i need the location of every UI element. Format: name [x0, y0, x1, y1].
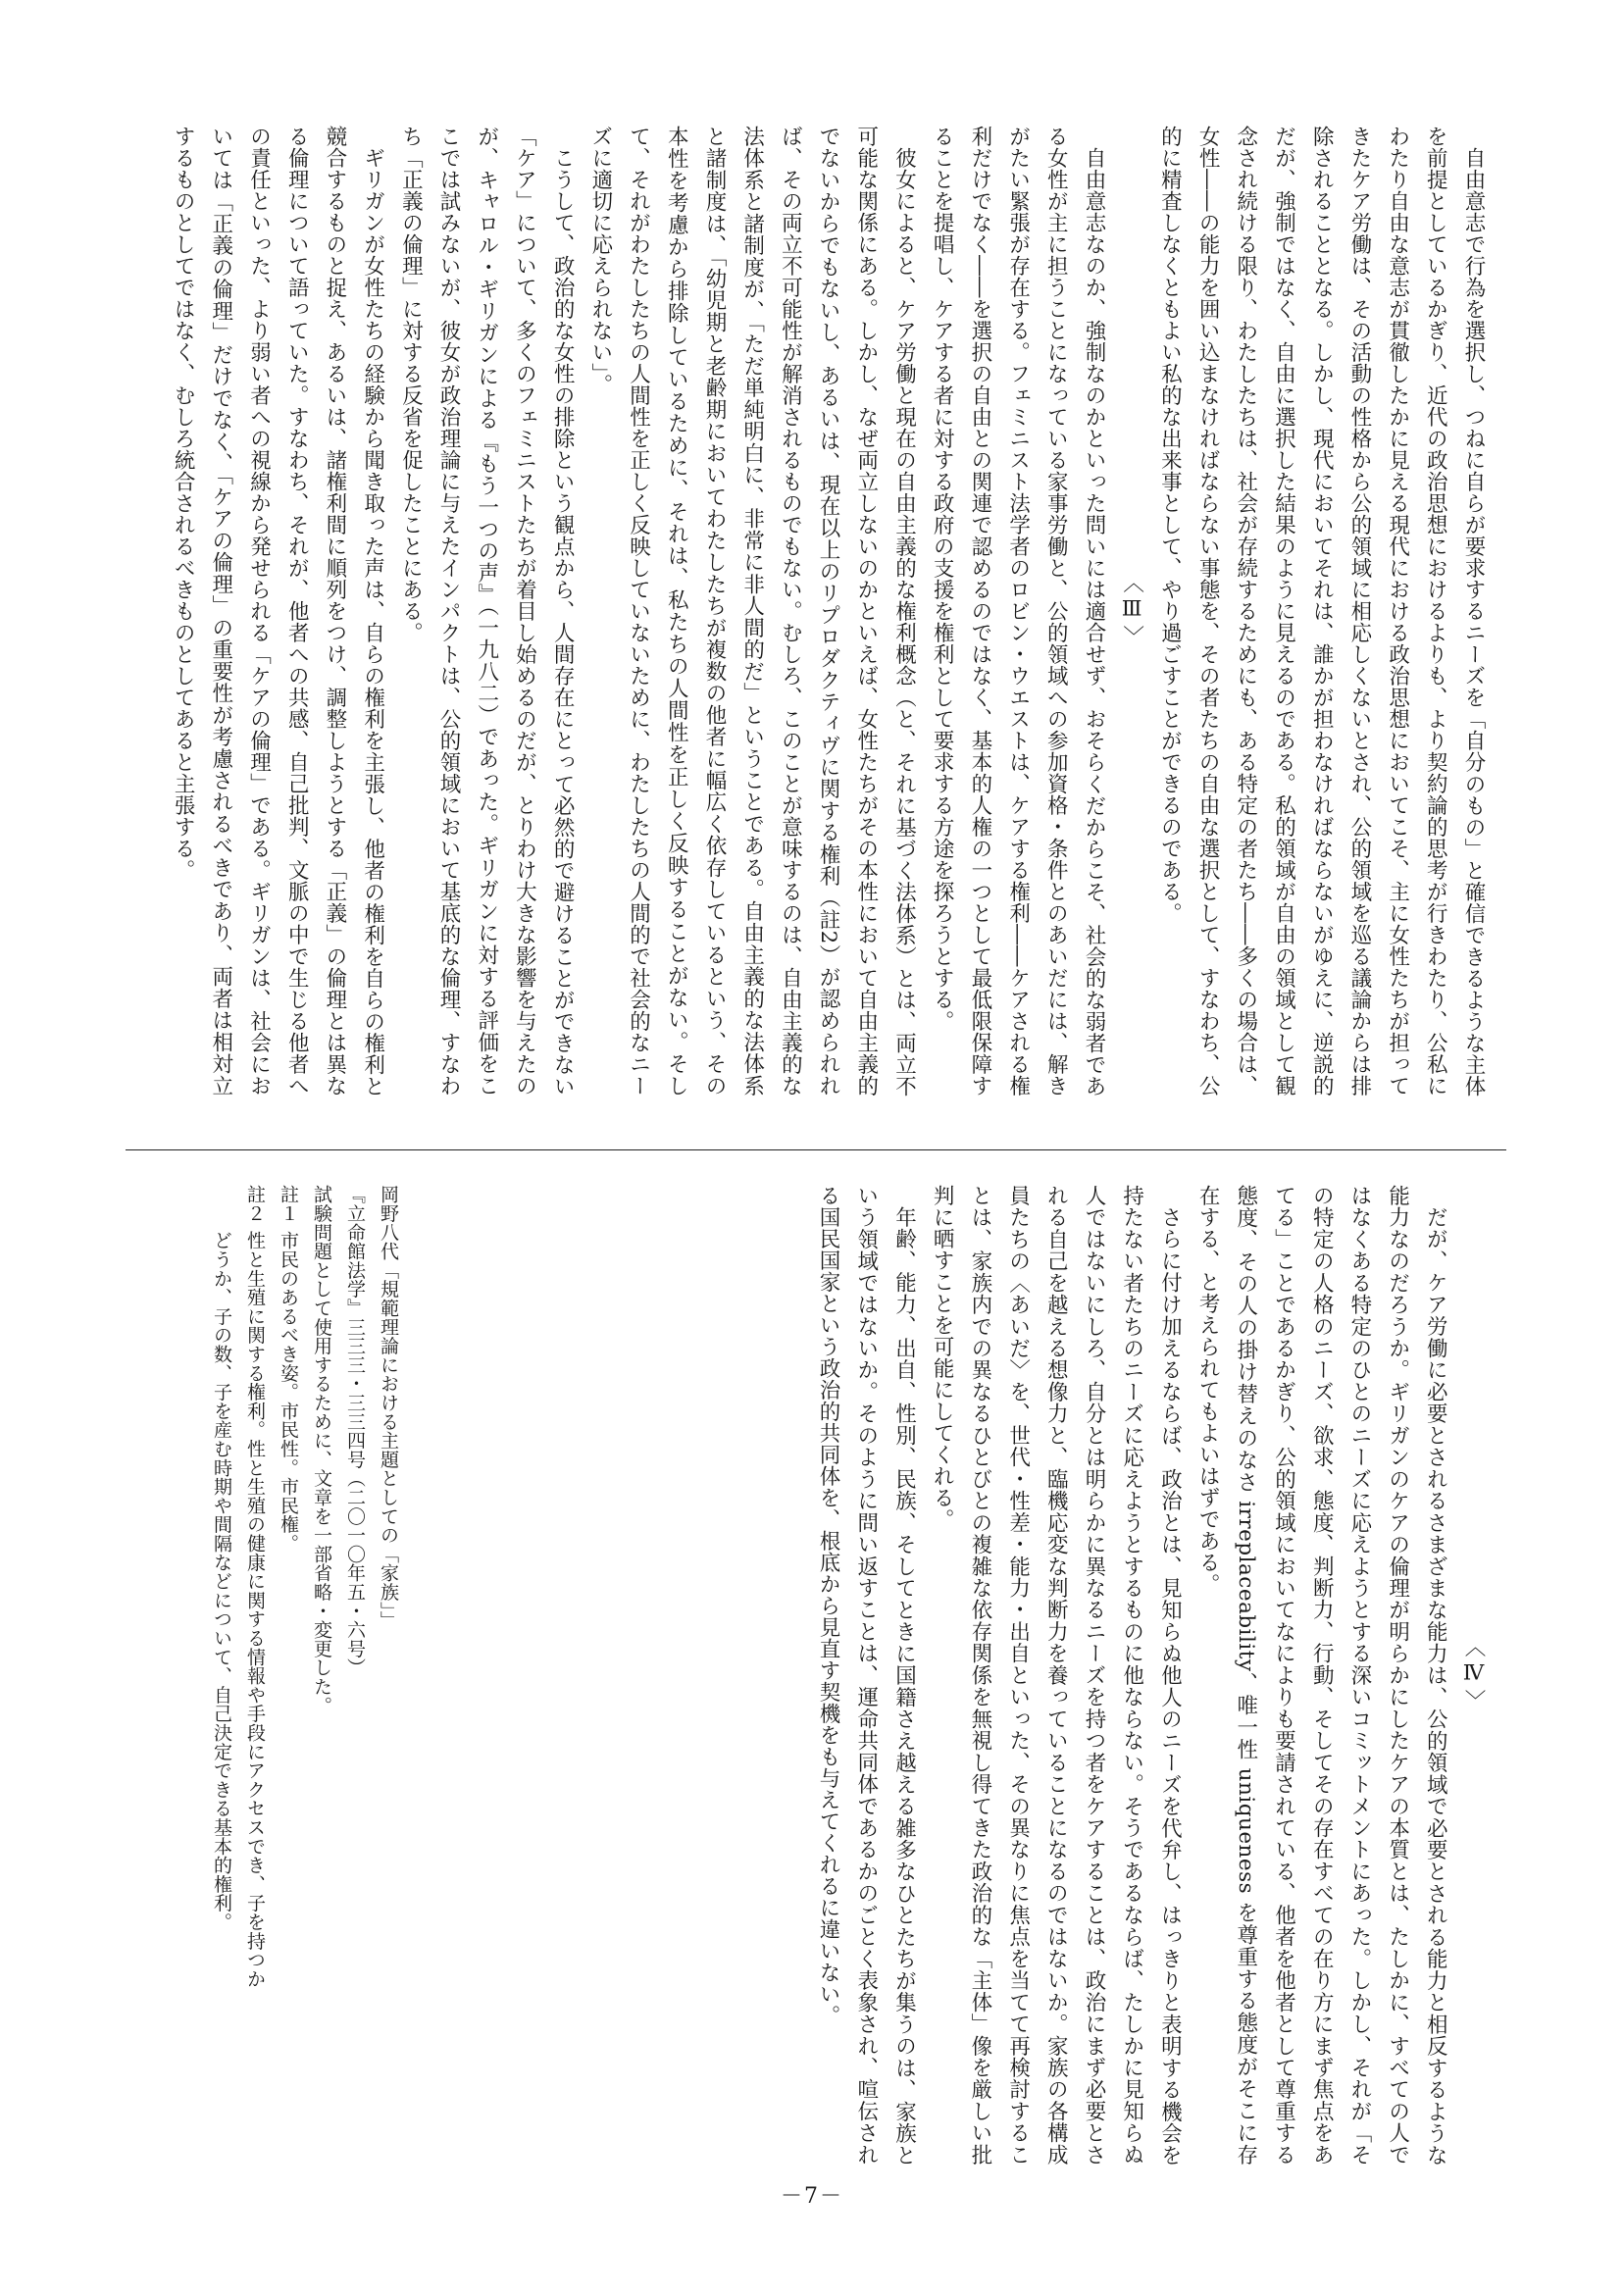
lower-text-column — [444, 1185, 1492, 2166]
footnote-label: 註１ — [278, 1185, 299, 1223]
footnotes — [209, 1185, 405, 1989]
paragraph: 彼女によると、ケア労働と現在の自由主義的な権利概念（と、それに基づく法体系）とは、両立不可能な関係にある。しかし、なぜ両立しないのかといえば、女性たちがその本性において自由主義的でないからでもないし、あるいは、現在以上のリプロダクティヴに関する権利（註2）が認められれば、その両立不可能性が解消されるものでもない。むしろ、このことが意味するのは、自由主義的な法体系と諸制度が、「ただ単純明白に、非常に非人間的だ」ということである。自由主義的な法体系と諸制度は、「幼児期と老齢期においてわたしたちが複数の他者に幅広く依存しているという、その本性を考慮から排除しているために、それは、私たちの人間性を正しく反映することがない。そして、それがわたしたちの人間性を正しく反映していないために、わたしたちの人間的で社会的なニーズに適切に応えられない」。 — [587, 126, 917, 1096]
footnote-1 — [272, 1185, 305, 1989]
paragraph: だが、ケア労働に必要とされるさまざまな能力は、公的領域で必要とされる能力と相反するような能力なのだろうか。ギリガンのケアの倫理が明らかにしたケアの本質とは、たしかに、すべての人ではなくある特定のひとのニーズに応えようとする深いコミットメントにあった。しかし、それが「その特定の人格のニーズ、欲求、態度、判断力、行動、そしてその存在すべての在り方にまず焦点をあてる」ことであるかぎり、公的領域においてなによりも要請されている、他者を他者として尊重する態度、その人の掛け替えのなさ irreplaceability、唯一性 uniqueness を尊重する態度がそこに存在する、と考えられてもよいはずである。 — [1195, 1185, 1448, 2166]
paragraph: こうして、政治的な女性の排除という観点から、人間存在にとって必然的で避けることができない「ケア」について、多くのフェミニストたちが着目し始めるのだが、とりわけ大きな影響を与えたのが、キャロル・ギリガンによる『もう一つの声』（一九八二）であった。ギリガンに対する評価をここでは試みないが、彼女が政治理論に与えたインパクトは、公的領域において基底的な倫理、すなわち「正義の倫理」に対する反省を促したことにある。 — [398, 126, 576, 1096]
footnote-2 — [209, 1185, 272, 1989]
paragraph: 自由意志なのか、強制なのかといった問いには適合せず、おそらくだからこそ、社会的な弱者である女性が主に担うことになっている家事労働と、公的領域への参加資格・条件とのあいだには、解きがたい緊張が存在する。フェミニスト法学者のロビン・ウエストは、ケアする権利――ケアされる権利だけでなく――を選択の自由との関連で認めるのではなく、基本的人権の一つとして最低限保障することを提唱し、ケアする者に対する政府の支援を権利として要求する方途を探ろうとする。 — [930, 126, 1106, 1096]
section-heading-3: 〈Ⅲ〉 — [1119, 572, 1144, 650]
source-citation: 試験問題として使用するために、文章を一部省略・変更した。 — [311, 1185, 332, 1715]
source-citation: 岡野八代「規範理論における主題としての「家族」」 — [378, 1185, 399, 1630]
footnote-text: 性と生殖に関する権利。性と生殖の健康に関する情報や手段にアクセスでき、子を持つかどうか、子の数、子を産む時期や間隔などについて、自己決定できる基本的権利。 — [211, 1230, 266, 1988]
source-citation: 『立命館法学』三三三・三三四号（二〇一〇年五・六号） — [344, 1185, 366, 1677]
paragraph: 年齢、能力、出自、性別、民族、そしてときに国籍さえ越える雑多なひとたちが集うのは、家族という領域ではないか。そのように問い返すことは、運命共同体であるかのごとく表象され、喧伝される国民国家という政治的共同体を、根底から見直す契機をも与えてくれるに違いない。 — [816, 1185, 917, 2166]
paragraph: さらに付け加えるならば、政治とは、見知らぬ他人のニーズを代弁し、はっきりと表明する機会を持たない者たちのニーズに応えようとするものに他ならない。そうであるならば、たしかに見知らぬ人ではないにしろ、自分とは明らかに異なるニーズを持つ者をケアすることは、政治にまず必要とされる自己を越える想像力と、臨機応変な判断力を養っていることになるのではないか。家族の各構成員たちの〈あいだ〉を、世代・性差・能力・出自といった、その異なりに焦点を当てて再検討することは、家族内での異なるひとびとの複雑な依存関係を無視し得てきた政治的な「主体」像を厳しい批判に晒すことを可能にしてくれる。 — [930, 1185, 1183, 2166]
footnote-text: 市民のあるべき姿。市民性。市民権。 — [278, 1230, 299, 1553]
page-number: －7－ — [781, 2184, 843, 2209]
footnote-label: 註２ — [244, 1185, 266, 1223]
upper-text-column — [131, 126, 1492, 1096]
section-heading-4: 〈Ⅳ〉 — [1461, 1636, 1486, 1714]
column-divider — [126, 1149, 1506, 1150]
paragraph: ギリガンが女性たちの経験から聞き取った声は、自らの権利を主張し、他者の権利を自らの権利と競合するものと捉え、あるいは、諸権利間に順列をつけ、調整しようとする「正義」の倫理とは異なる倫理について語っていた。すなわち、それが、他者への共感、自己批判、文脈の中で生じる他者への責任といった、より弱い者への視線から発せられる「ケアの倫理」である。ギリガンは、社会においては「正義の倫理」だけでなく、「ケアの倫理」の重要性が考慮されるべきであり、両者は相対立するものとしてではなく、むしろ統合されるべきものとしてあると主張する。 — [171, 126, 385, 1096]
paragraph: 自由意志で行為を選択し、つねに自らが要求するニーズを「自分のもの」と確信できるような主体を前提としているかぎり、近代の政治思想におけるよりも、より契約論的思考が行きわたり、公私にわたり自由な意志が貫徹したかに見える現代における政治思想においてこそ、主に女性たちが担ってきたケア労働は、その活動の性格から公的領域に相応しくないとされ、公的領域を巡る議論からは排除されることとなる。しかし、現代においてそれは、誰かが担わなければならないがゆえに、逆説的だが、強制ではなく、自由に選択した結果のように見えるのである。私的領域が自由の領域として観念され続ける限り、わたしたちは、社会が存続するためにも、ある特定の者たち――多くの場合は、女性――の能力を囲い込まなければならない事態を、その者たちの自由な選択として、すなわち、公的に精査しなくともよい私的な出来事として、やり過ごすことができるのである。 — [1157, 126, 1486, 1096]
